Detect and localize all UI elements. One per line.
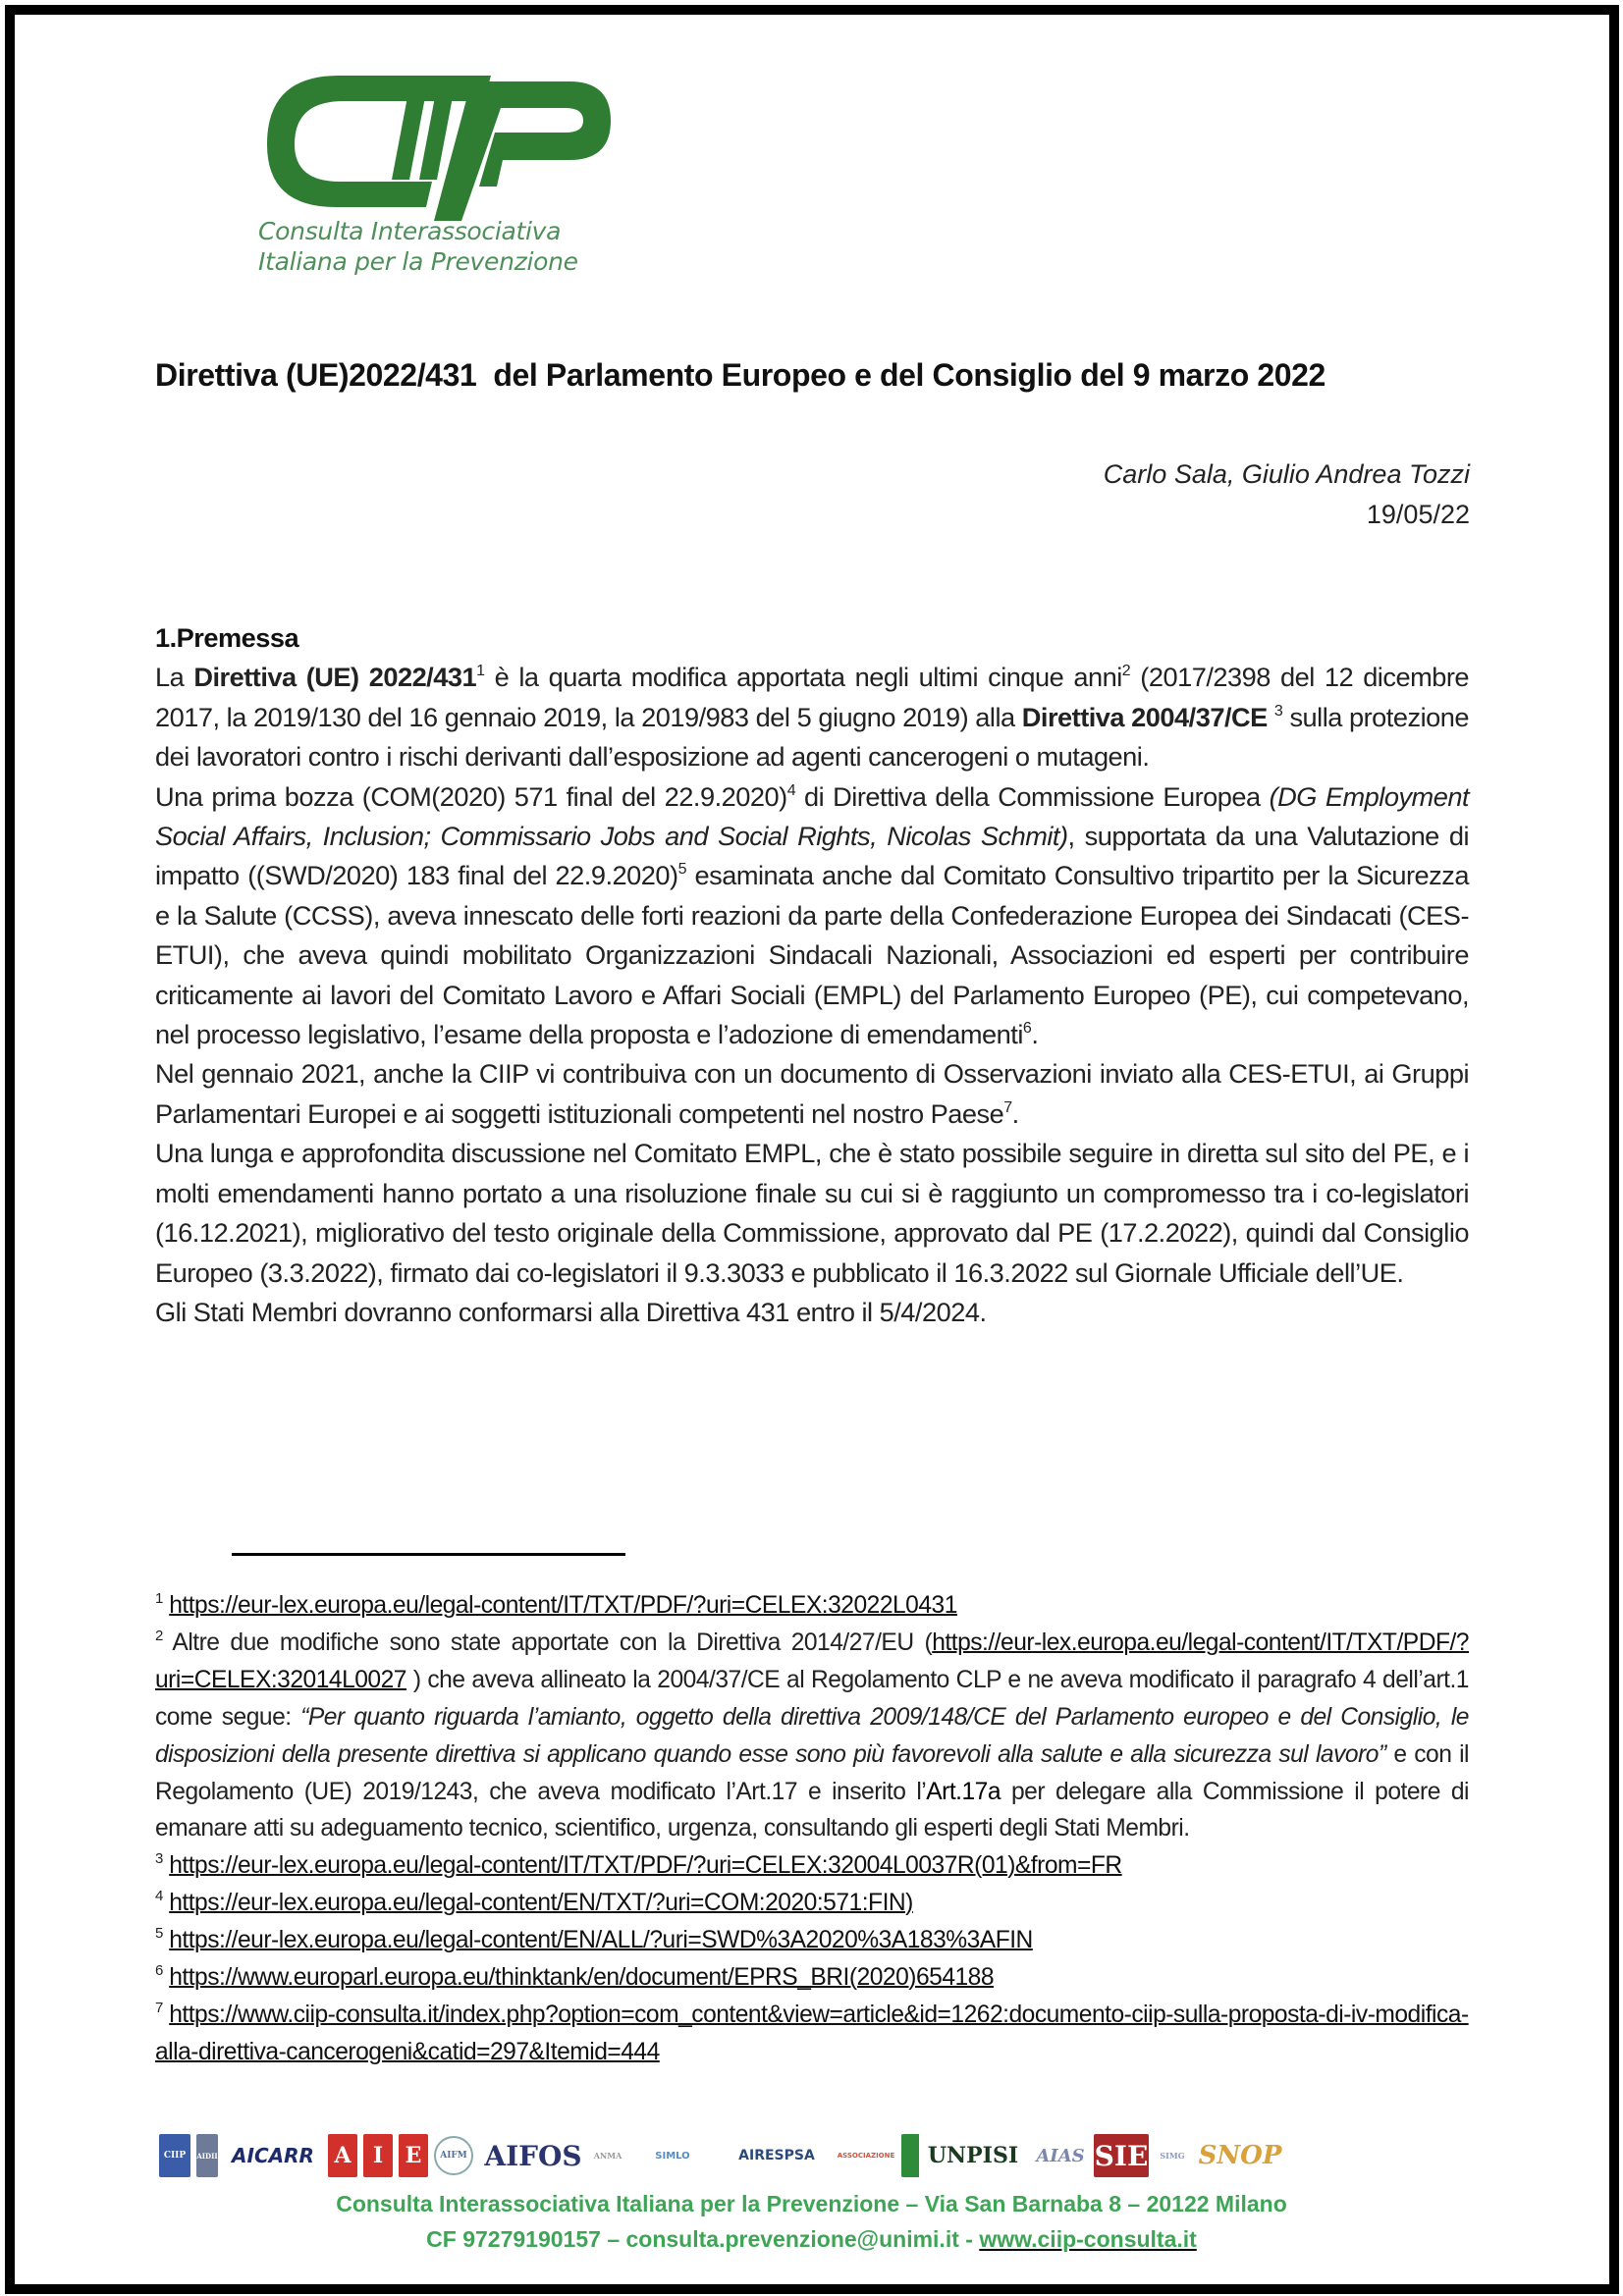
footnote-separator xyxy=(232,1553,625,1556)
member-logo: UNPISI xyxy=(901,2134,1027,2177)
logo-p-shape xyxy=(434,81,611,221)
footnote-link[interactable]: https://www.ciip-consulta.it/index.php?option=com_content&view=article&id=1262:documento-ciip-sulla-proposta-di-iv-modifica-alla-direttiva-cancerogeni&catid=297&Itemid=444 xyxy=(155,2001,1469,2065)
footnote-number: 7 xyxy=(155,1999,163,2016)
footnote-link[interactable]: https://eur-lex.europa.eu/legal-content/IT/TXT/PDF/?uri=CELEX:32004L0037R(01)&from=FR xyxy=(169,1852,1122,1880)
footnotes xyxy=(155,1587,1469,2071)
italic-text: (DG Employment Social Affairs, Inclusion; Commissario Jobs and Social Rights, Nicolas Schmit) xyxy=(155,780,1469,852)
text: di Direttiva della Commissione Europea xyxy=(795,780,1270,812)
member-logo: AIAS xyxy=(1036,2145,1085,2166)
bold-text: Direttiva (UE) 2022/431 xyxy=(193,662,477,693)
member-logo: SIMLO xyxy=(655,2150,690,2162)
member-logo: AIFOS xyxy=(484,2139,582,2172)
footnote-link[interactable]: https://eur-lex.europa.eu/legal-content/EN/ALL/?uri=SWD%3A2020%3A183%3AFIN xyxy=(169,1927,1033,1954)
paragraph-4: Una lunga e approfondita discussione nel Comitato EMPL, che è stato possibile seguire in diretta sul sito del PE, e i molti emendamenti hanno portato a una risoluzione finale su cui si è raggiunto un compromesso tra i co-legislatori (16.12.2021), migliorativo del testo originale della Commissione, approvato dal PE (17.2.2022), quindi dal Consiglio Europeo (3.3.2022), firmato dai co-legislatori il 9.3.3033 e pubblicato il 16.3.2022 sul Giornale Ufficiale dell’UE. xyxy=(155,1138,1469,1288)
text: (2017/2398 del 12 dicembre 2017, la 2019/130 del 16 gennaio 2019, la 2019/983 del 5 giugno 2019) alla xyxy=(155,662,1470,732)
footnote-number: 4 xyxy=(155,1888,163,1905)
footnote-number: 6 xyxy=(155,1962,163,1980)
member-logos-strip xyxy=(159,2130,1465,2181)
footnote-link[interactable]: https://eur-lex.europa.eu/legal-content/EN/TXT/?uri=COM:2020:571:FIN) xyxy=(169,1890,913,1917)
footer-address: Consulta Interassociativa Italiana per la Prevenzione – Via San Barnaba 8 – 20122 Milano xyxy=(336,2191,1287,2216)
member-logo: ASSOCIAZIONE xyxy=(837,2152,895,2160)
footnote-ref-5[interactable]: 5 xyxy=(677,861,686,879)
text: sulla protezione dei lavoratori contro i rischi derivanti dall’esposizione ad agenti cancerogeni o mutageni. xyxy=(155,701,1469,773)
text: . xyxy=(1031,1019,1039,1050)
footnote-link[interactable]: https://eur-lex.europa.eu/legal-content/IT/TXT/PDF/?uri=CELEX:32014L0027 xyxy=(155,1629,1469,1693)
footnote-2 xyxy=(155,1625,1469,1847)
quote-text: “Per quanto riguarda l’amianto, oggetto della direttiva 2009/148/CE del Parlamento europeo e del Consiglio, le disposizioni della presente direttiva si applicano quando esse sono più favorevoli alla salute e alla sicurezza sul lavoro” xyxy=(155,1703,1469,1768)
footer-cf-email: CF 97279190157 – consulta.prevenzione@unimi.it - xyxy=(426,2226,980,2252)
text: è la quarta modifica apportata negli ultimi cinque anni xyxy=(484,662,1122,693)
member-logo: ANMA xyxy=(593,2151,622,2161)
paragraph-2 xyxy=(155,777,1469,1055)
authors: Carlo Sala, Giulio Andrea Tozzi xyxy=(1103,459,1470,489)
footnote-1 xyxy=(155,1587,1469,1625)
document-date: 19/05/22 xyxy=(1366,500,1470,529)
text: Una prima bozza (COM(2020) 571 final del 22.9.2020) xyxy=(155,780,787,812)
member-logo: AIDII xyxy=(196,2134,218,2177)
footnote-link[interactable]: https://eur-lex.europa.eu/legal-content/IT/TXT/PDF/?uri=CELEX:32022L0431 xyxy=(169,1592,957,1619)
text: . xyxy=(1011,1097,1019,1129)
member-logo: I xyxy=(363,2134,393,2177)
member-logo: CIIP xyxy=(159,2134,190,2177)
footnote-ref-4[interactable]: 4 xyxy=(786,781,796,799)
member-logo: SIMG xyxy=(1160,2151,1185,2161)
footnote-ref-3[interactable]: 3 xyxy=(1273,702,1283,720)
bold-text: Direttiva 2004/37/CE xyxy=(1021,701,1268,732)
footer-contacts xyxy=(0,2226,1623,2253)
footnote-5 xyxy=(155,1922,1469,1959)
text: Nel gennaio 2021, anche la CIIP vi contribuiva con un documento di Osservazioni inviato alla CES-ETUI, ai Gruppi Parlamentari Europei e ai soggetti istituzionali competenti nel nostro Paese xyxy=(155,1058,1469,1129)
member-logo: E xyxy=(399,2134,428,2177)
logo-line-1: Consulta Interassociativa xyxy=(258,217,562,245)
document-title: Direttiva (UE)2022/431 del Parlamento Europeo e del Consiglio del 9 marzo 2022 xyxy=(155,357,1325,393)
text: e con il Regolamento (UE) 2019/1243, che aveva modificato l’Art.17 e inserito l’ xyxy=(155,1740,1469,1805)
member-logo: AIFM xyxy=(434,2136,473,2175)
footnote-7 xyxy=(155,1997,1469,2071)
text: La xyxy=(155,662,194,693)
member-logo: AIRESPSA xyxy=(738,2148,815,2163)
footnote-ref-1[interactable]: 1 xyxy=(476,663,485,680)
text: Altre due modifiche sono state apportate con la Direttiva 2014/27/EU ( xyxy=(162,1629,933,1656)
footnote-3 xyxy=(155,1847,1469,1885)
text: Art.17a xyxy=(926,1778,1001,1805)
footnote-number: 5 xyxy=(155,1925,163,1943)
member-logo: SIE xyxy=(1094,2134,1149,2177)
paragraph-1 xyxy=(155,658,1469,776)
footnote-6 xyxy=(155,1959,1469,1997)
footnote-4 xyxy=(155,1885,1469,1922)
paragraph-3 xyxy=(155,1054,1469,1134)
footnote-ref-2[interactable]: 2 xyxy=(1121,663,1131,680)
text: , supportata da una Valutazione di impatto ((SWD/2020) 183 final del 22.9.2020) xyxy=(155,821,1469,891)
member-logo: A xyxy=(328,2134,357,2177)
document-body xyxy=(155,618,1469,1332)
member-logo: AICARR xyxy=(232,2144,314,2167)
logo-subtitle xyxy=(258,216,578,277)
footnote-ref-6[interactable]: 6 xyxy=(1022,1020,1032,1038)
footnote-number: 2 xyxy=(155,1627,163,1644)
text: ) che aveva allineato la 2004/37/CE al Regolamento CLP e ne aveva modificato il paragrafo 4 dell’art.1 come segue: xyxy=(155,1666,1469,1731)
footnote-link[interactable]: https://www.europarl.europa.eu/thinktank/en/document/EPRS_BRI(2020)654188 xyxy=(169,1964,995,1992)
text: esaminata anche dal Comitato Consultivo tripartito per la Sicurezza e la Salute (CCSS), aveva innescato delle forti reazioni da parte della Confederazione Europea dei Sindacati (CES-ETUI), che aveva quindi mobilitato Organizzazioni Sindacali Nazionali, Associazioni ed esperti per contribuire criticamente ai lavori del Comitato Lavoro e Affari Sociali (EMPL) del Parlamento Europeo (PE), cui competevano, nel processo legislativo, l’esame della proposta e l’adozione di emendamenti xyxy=(155,860,1469,1050)
footnote-ref-7[interactable]: 7 xyxy=(1003,1098,1012,1116)
member-logo: SNOP xyxy=(1198,2141,1282,2170)
footer-website-link[interactable]: www.ciip-consulta.it xyxy=(979,2226,1197,2252)
paragraph-5: Gli Stati Membri dovranno conformarsi alla Direttiva 431 entro il 5/4/2024. xyxy=(155,1296,987,1327)
footnote-number: 1 xyxy=(155,1590,163,1607)
text: per delegare alla Commissione il potere di emanare atti su adeguamento tecnico, scientifico, urgenza, consultando gli esperti degli Stati Membri. xyxy=(155,1778,1469,1842)
logo-line-2: Italiana per la Prevenzione xyxy=(258,247,578,276)
section-heading: 1.Premessa xyxy=(155,622,299,653)
footnote-number: 3 xyxy=(155,1850,163,1868)
